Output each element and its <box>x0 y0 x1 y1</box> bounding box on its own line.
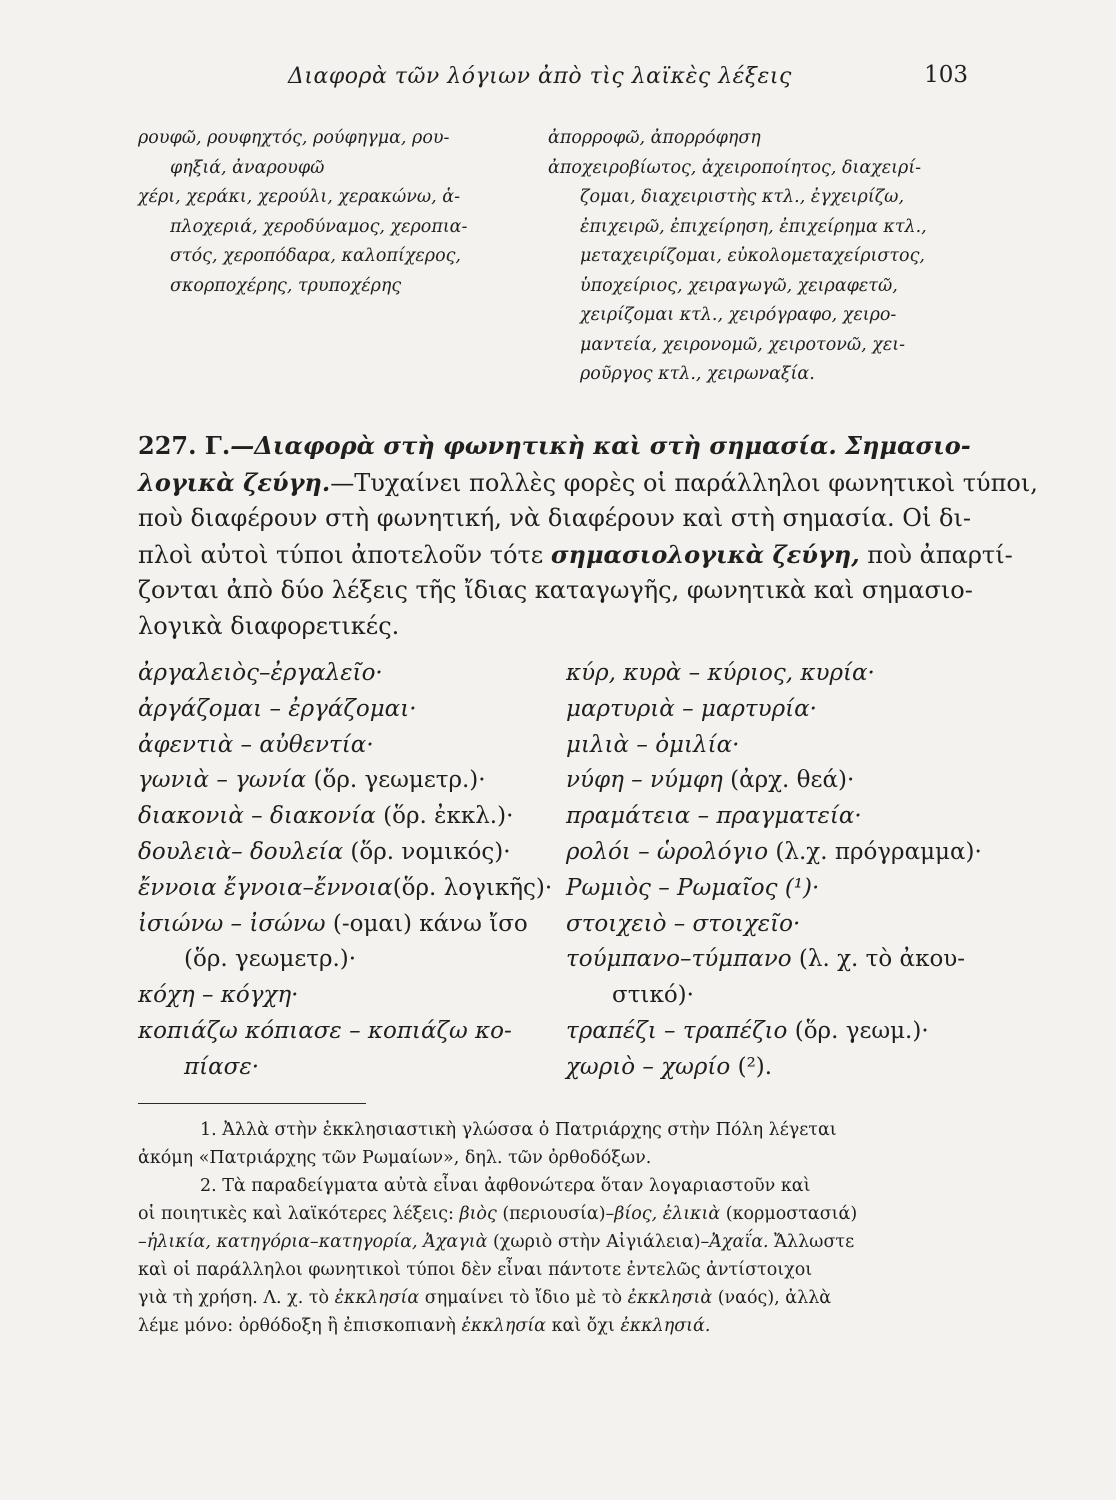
footnote-text: σημαίνει τὸ ἴδιο μὲ τὸ <box>419 1288 628 1308</box>
pair-entry: ἀργαλειὸς–ἐργαλεῖο· <box>138 660 383 686</box>
section-heading-line <box>138 428 974 465</box>
word-family-left-column <box>138 124 548 301</box>
body-text: ποὺ ἀπαρτί- <box>859 540 1013 569</box>
section-number: 227. Γ. <box>138 431 231 460</box>
footnote-text: (χωριὸ στὴν Αἰγιάλεια)– <box>487 1232 710 1252</box>
pair-entry: ἀφεντιὰ – αὐθεντία· <box>138 731 374 758</box>
pair-note: (-ομαι) κάνω ἴσο <box>325 910 528 937</box>
footnote-text: οἱ ποιητικὲς καὶ λαϊκότερες λέξεις: <box>138 1204 460 1224</box>
pair-entry: ἀργάζομαι – ἐργάζομαι· <box>138 695 417 722</box>
pair-words: νύφη – νύμφη <box>566 767 723 794</box>
pair-entry: πραμάτεια – πραγματεία· <box>566 803 862 830</box>
semantic-pairs-left-column <box>138 656 566 1086</box>
pair-note: (ὅρ. γεωμετρ.)· <box>306 767 486 794</box>
footnote-text: καὶ ὄχι <box>546 1316 621 1336</box>
pair-entry <box>138 799 566 835</box>
pair-words: διακονιὰ – διακονία <box>138 803 376 830</box>
footnote-2-line <box>138 1312 974 1340</box>
pair-note: (ὅρ. νομικός)· <box>343 838 511 865</box>
list-line: πλοχεριά, χεροδύναμος, χεροπια- <box>170 216 468 237</box>
footnote-italic: βιὸς <box>459 1204 497 1224</box>
pair-entry: Ρωμιὸς – Ρωμαῖος (¹)· <box>566 874 820 901</box>
list-line: μαντεία, χειρονομῶ, χειροτονῶ, χει- <box>580 334 906 355</box>
footnote-rule <box>138 1103 366 1104</box>
section-body-line: ποὺ διαφέρουν στὴ φωνητική, νὰ διαφέρουν καὶ στὴ σημασία. Οἱ δι- <box>138 504 971 532</box>
term-highlight: σημασιολογικὰ ζεύγη, <box>550 539 860 569</box>
pair-entry-cont: (ὅρ. γεωμετρ.)· <box>184 946 357 973</box>
list-line: ροῦργος κτλ., χειρωναξία. <box>580 364 815 384</box>
pair-entry <box>566 942 974 978</box>
body-text: —Τυχαίνει πολλὲς φορὲς οἱ παράλληλοι φωνητικοὶ τύποι, <box>330 468 1038 497</box>
footnote-2-line: 2. Τὰ παραδείγματα αὐτὰ εἶναι ἀφθονώτερα ὅταν λογαριαστοῦν καὶ <box>200 1176 811 1196</box>
list-line: ὑποχείριος, χειραγωγῶ, χειραφετῶ, <box>580 275 898 296</box>
list-line: ἀποχειροβίωτος, ἀχειροποίητος, διαχειρί- <box>548 157 922 178</box>
list-line: χέρι, χεράκι, χερούλι, χερακώνω, ἁ- <box>138 187 460 207</box>
pair-entry: κοπιάζω κόπιασε – κοπιάζω κο- <box>138 1017 512 1044</box>
list-line: χειρίζομαι κτλ., χειρόγραφο, χειρο- <box>580 305 897 325</box>
section-body-line: ζονται ἀπὸ δύο λέξεις τῆς ἴδιας καταγωγῆς, φωνητικὰ καὶ σημασιο- <box>138 576 973 604</box>
footnote-2-line <box>138 1228 974 1256</box>
pair-entry <box>566 1014 974 1050</box>
pair-entry: στοιχειὸ – στοιχεῖο· <box>566 910 801 937</box>
running-head-title: Διαφορὰ τῶν λόγιων ἀπὸ τὶς λαϊκὲς λέξεις <box>288 64 792 89</box>
pair-entry <box>566 1050 974 1086</box>
footnote-1-line: 1. Ἀλλὰ στὴν ἐκκλησιαστικὴ γλώσσα ὁ Πατριάρχης στὴν Πόλη λέγεται <box>200 1120 837 1140</box>
pair-entry <box>138 763 566 799</box>
footnote-italic: Ἀχαΐα. <box>709 1232 769 1252</box>
section-heading: —Διαφορὰ στὴ φωνητικὴ καὶ στὴ σημασία. Σημασιο- <box>230 431 971 460</box>
pair-note: (²). <box>730 1053 773 1080</box>
footnote-2-line: καὶ οἱ παράλληλοι φωνητικοὶ τύποι δὲν εἶναι πάντοτε ἐντελῶς ἀντίστοιχοι <box>138 1260 813 1280</box>
pair-words: γωνιὰ – γωνία <box>138 767 307 794</box>
word-family-right-column <box>548 124 974 390</box>
list-line: ζομαι, διαχειριστὴς κτλ., ἐγχειρίζω, <box>580 187 905 207</box>
section-body-line <box>138 465 1038 502</box>
list-line: ἀπορροφῶ, ἀπορρόφηση <box>548 128 761 148</box>
pair-note: (λ. χ. τὸ ἀκου- <box>791 946 966 973</box>
footnote-italic: ἐκκλησιά. <box>620 1316 711 1336</box>
footnote-italic: ἐκκλησία <box>461 1316 546 1336</box>
footnote-italic: ἐκκλησία <box>334 1288 420 1308</box>
pair-entry: κόχη – κόγχη· <box>138 982 299 1009</box>
pair-note: (ἀρχ. θεά)· <box>722 767 855 794</box>
pair-words: τούμπανο–τύμπανο <box>566 946 792 973</box>
list-line: σκορποχέρης, τρυποχέρης <box>170 275 402 296</box>
footnote-italic: βίος, ἐλικιὰ <box>614 1204 721 1224</box>
pair-note: (ὅρ. γεωμ.)· <box>787 1017 929 1044</box>
section-heading-cont: λογικὰ ζεύγη. <box>138 467 331 497</box>
pair-note: (λ.χ. πρόγραμμα)· <box>768 838 982 865</box>
pair-words: ἔννοια ἔγνοια–ἔννοια <box>138 874 393 901</box>
section-227 <box>138 428 1038 644</box>
page-number: 103 <box>924 62 968 88</box>
footnote-text: Ἄλλωστε <box>768 1232 855 1252</box>
running-head <box>138 58 974 98</box>
list-line: μεταχειρίζομαι, εὐκολομεταχείριστος, <box>580 246 925 266</box>
footnote-text: (περιουσία)– <box>496 1204 615 1224</box>
pair-entry <box>566 763 974 799</box>
list-line: ἐπιχειρῶ, ἐπιχείρηση, ἐπιχείρημα κτλ., <box>580 216 927 237</box>
list-line: στός, χεροπόδαρα, καλοπίχερος, <box>170 246 461 266</box>
pair-entry-cont: πίασε· <box>184 1053 260 1080</box>
footnote-italic: –ἡλικία, κατηγόρια–κατηγορία, Ἀχαγιὰ <box>138 1232 488 1252</box>
pair-words: ρολόι – ὡρολόγιο <box>566 838 769 865</box>
body-text: πλοὶ αὐτοὶ τύποι ἀποτελοῦν τότε <box>138 540 551 569</box>
pair-entry <box>138 907 566 943</box>
footnote-2-line <box>138 1284 974 1312</box>
pair-entry <box>138 871 566 907</box>
pair-entry: μιλιὰ – ὁμιλία· <box>566 731 740 758</box>
footnote-text: λέμε μόνο: ὀρθόδοξη ἢ ἐπισκοπιανὴ <box>138 1316 462 1336</box>
pair-entry: κύρ, κυρὰ – κύριος, κυρία· <box>566 660 875 686</box>
footnote-text: (κορμοστασιά) <box>720 1204 858 1224</box>
footnote-2-line <box>138 1200 974 1228</box>
pair-entry <box>566 835 982 871</box>
pair-words: χωριὸ – χωρίο <box>566 1053 731 1080</box>
pair-note: (ὅρ. λογικῆς)· <box>392 874 553 901</box>
pair-entry: μαρτυριὰ – μαρτυρία· <box>566 695 817 722</box>
footnote-text: (ναός), ἀλλὰ <box>712 1288 832 1308</box>
pair-words: ἰσιώνω – ἰσώνω <box>138 910 326 937</box>
list-line: ρουφῶ, ρουφηχτός, ρούφηγμα, ρου- <box>138 128 450 148</box>
pair-entry <box>138 835 566 871</box>
footnotes <box>138 1116 974 1340</box>
footnote-italic: ἐκκλησιὰ <box>627 1288 713 1308</box>
pair-entry-cont: στικό)· <box>612 982 694 1009</box>
pair-note: (ὅρ. ἐκκλ.)· <box>375 803 514 830</box>
section-body-line: λογικὰ διαφορετικές. <box>138 611 400 640</box>
section-body-line <box>138 537 1013 574</box>
pair-words: τραπέζι – τραπέζιο <box>566 1017 788 1044</box>
semantic-pairs-right-column <box>566 656 982 1086</box>
list-line: φηξιά, ἀναρουφῶ <box>170 157 325 178</box>
footnote-1-line: ἀκόμη «Πατριάρχης τῶν Ρωμαίων», δηλ. τῶν ὀρθοδόξων. <box>138 1148 652 1168</box>
footnote-text: γιὰ τὴ χρήση. Λ. χ. τὸ <box>138 1288 335 1308</box>
pair-words: δουλειὰ– δουλεία <box>138 838 344 865</box>
